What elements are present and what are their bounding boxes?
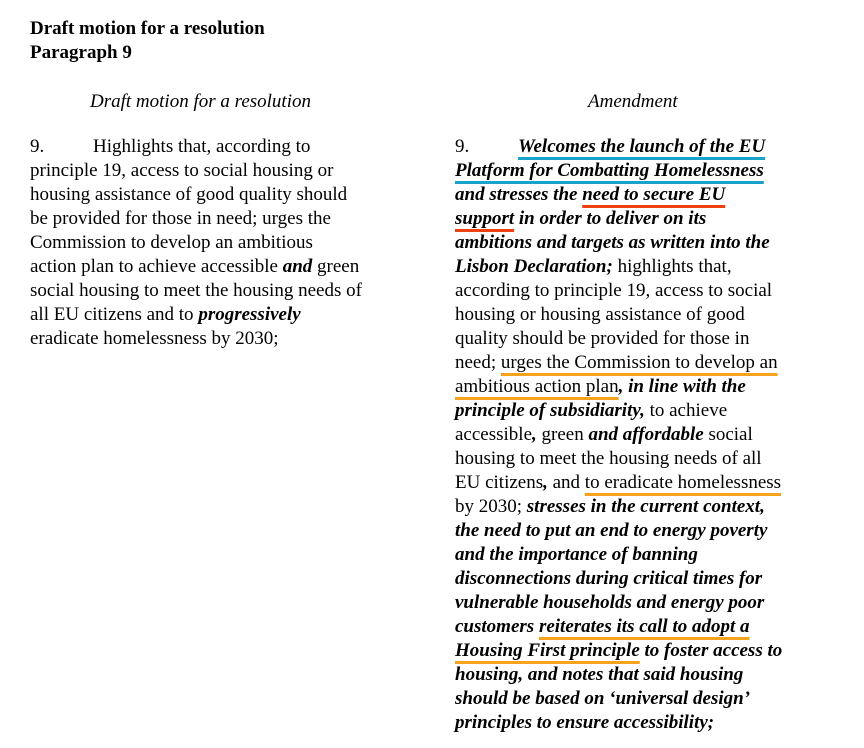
emphasis: and [282, 256, 313, 277]
amendment-line: according to principle 19, access to social [455, 280, 773, 301]
amendment-line: vulnerable households and energy poor [455, 592, 765, 613]
amendment-line: should be based on ‘universal design’ [455, 688, 751, 709]
amendment-line: Housing First principle to foster access to [455, 640, 783, 661]
draft-line: principle 19, access to social housing or [30, 160, 334, 181]
highlight-blue: Platform for Combatting Homelessness [455, 160, 764, 181]
amendment-line: quality should be provided for those in [455, 328, 750, 349]
highlight-orange: to eradicate homelessness [584, 472, 782, 493]
amendment-line: and the importance of banning [455, 544, 698, 565]
amendment-line: EU citizens, and to eradicate homelessness [455, 472, 782, 493]
amendment-line: ambitions and targets as written into the [455, 232, 770, 253]
draft-line: Commission to develop an ambitious [30, 232, 313, 253]
amendment-line: housing, and notes that said housing [455, 664, 744, 685]
highlight-red: support [455, 208, 515, 229]
emphasis: progressively [198, 304, 301, 325]
paragraph-number: 9. [30, 136, 45, 157]
draft-line: eradicate homelessness by 2030; [30, 328, 279, 349]
highlight-orange: reiterates its call to adopt a [538, 616, 750, 637]
header-title: Draft motion for a resolution [30, 18, 265, 39]
amendment-line: accessible, green and affordable social [455, 424, 753, 445]
amendment-line: housing to meet the housing needs of all [455, 448, 762, 469]
draft-line: action plan to achieve accessible and green [30, 256, 360, 277]
draft-line: social housing to meet the housing needs of [30, 280, 362, 301]
right-column-heading: Amendment [588, 91, 678, 112]
amendment-line: by 2030; stresses in the current context, [455, 496, 765, 517]
amendment-line: disconnections during critical times for [455, 568, 763, 589]
left-column-heading: Draft motion for a resolution [90, 91, 311, 112]
draft-line: housing assistance of good quality should [30, 184, 348, 205]
header-subtitle: Paragraph 9 [30, 42, 132, 63]
highlight-blue: Welcomes the launch of the EU [518, 136, 766, 157]
document-header [30, 17, 265, 65]
paragraph-number: 9. [455, 136, 470, 157]
amendment-line: ambitious action plan, in line with the [455, 376, 746, 397]
highlight-orange: ambitious action plan [455, 376, 619, 397]
amendment-line: housing or housing assistance of good [455, 304, 745, 325]
draft-line: all EU citizens and to progressively [30, 304, 301, 325]
draft-line: 9. Highlights that, according to [30, 136, 311, 157]
draft-text-column [30, 135, 410, 351]
amendment-line [455, 135, 835, 159]
amendment-line [455, 159, 835, 183]
amendment-line: support in order to deliver on its [455, 208, 707, 229]
amendment-text-column [455, 135, 835, 735]
amendment-line: need; urges the Commission to develop an [455, 352, 778, 373]
amendment-line: and stresses the need to secure EU [455, 184, 726, 205]
amendment-line: the need to put an end to energy poverty [455, 520, 768, 541]
amendment-line: principles to ensure accessibility; [455, 712, 715, 733]
amendment-line: customers reiterates its call to adopt a [455, 616, 750, 637]
amendment-line: principle of subsidiarity, to achieve [455, 400, 728, 421]
highlight-red: need to secure EU [582, 184, 726, 205]
highlight-orange: urges the Commission to develop an [500, 352, 778, 373]
amendment-line: Lisbon Declaration; highlights that, [455, 256, 732, 277]
highlight-orange: Housing First principle [455, 640, 640, 661]
draft-line: be provided for those in need; urges the [30, 208, 331, 229]
